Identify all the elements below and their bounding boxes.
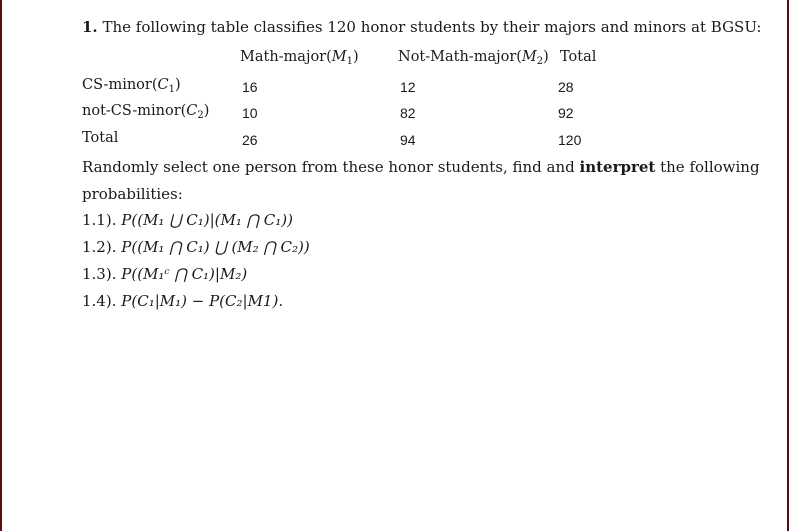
table-cell: 16	[242, 79, 258, 95]
header-math-major: Math-$major(M_1)$	[240, 49, 359, 67]
problem-statement	[82, 18, 762, 36]
table-cell: 92	[558, 105, 574, 121]
instructions-line-2: probabilities:	[82, 185, 183, 203]
problem-number: 1.	[82, 18, 98, 36]
row-label-total: Total	[82, 130, 119, 146]
table-cell: 94	[400, 132, 416, 148]
table-cell: 12	[400, 79, 416, 95]
instructions-line-1: Randomly select one person from these honor students, find and interpret the following	[82, 158, 760, 176]
header-total: Total	[560, 49, 597, 65]
document-page	[2, 0, 787, 531]
header-not-math-major: Not-$Math-major(M_2)$	[398, 49, 549, 67]
row-label-not-cs-minor: not-$CS-minor(C_2)$	[82, 103, 210, 121]
row-label-cs-minor: $CS-minor(C_1)$	[82, 77, 181, 95]
table-cell: 26	[242, 132, 258, 148]
table-cell: 10	[242, 105, 258, 121]
interpret-emphasis: interpret	[579, 158, 656, 176]
probability-item: 1.1). P((M₁ ⋃ C₁)|(M₁ ⋂ C₁))	[82, 211, 293, 229]
table-cell: 28	[558, 79, 574, 95]
table-cell: 120	[558, 132, 582, 148]
probability-item: 1.3). P((M₁ᶜ ⋂ C₁)|M₂)	[82, 265, 248, 283]
table-cell: 82	[400, 105, 416, 121]
probability-item: 1.4). P(C₁|M₁) − P(C₂|M1).	[82, 292, 284, 310]
probability-item: 1.2). P((M₁ ⋂ C₁) ⋃ (M₂ ⋂ C₂))	[82, 238, 310, 256]
problem-text: The following table classifies 120 honor students by their majors and minors at BGSU:	[102, 18, 762, 36]
